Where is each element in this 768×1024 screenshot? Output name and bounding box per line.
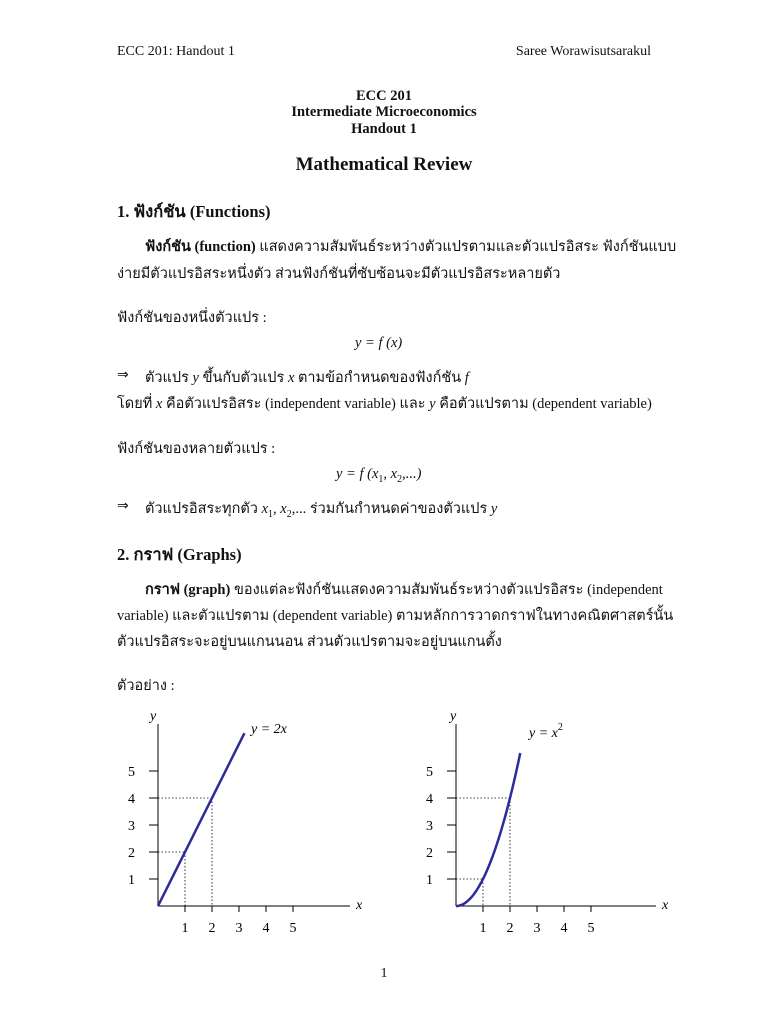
graph-quadratic (408, 700, 678, 945)
single-var-label: ฟังก์ชันของหนึ่งตัวแปร : (117, 310, 267, 326)
graph-quadratic-x-tick-label: 4 (560, 921, 568, 936)
graph-linear-x-tick-label: 2 (208, 921, 216, 936)
graph-linear-curve (158, 733, 244, 906)
implies-arrow-2: ⇒ (117, 498, 129, 514)
graph-quadratic-function-label: $y = x^2$ (529, 722, 563, 741)
graph-linear-y-label: y (150, 709, 157, 724)
multi-var-explanation: ตัวแปรอิสระทุกตัว $x_1$, $x_2$,... ร่วมกันกำหนดค่าของตัวแปร y (145, 501, 498, 520)
graph-quadratic-x-tick-label: 3 (533, 921, 541, 936)
graph-quadratic-y-tick-label: 2 (426, 846, 433, 861)
section2-paragraph-line3: ตัวแปรอิสระจะอยู่บนแกนนอน ส่วนตัวแปรตามจะอยู่บนแกนตั้ง (117, 634, 502, 650)
section2-paragraph-line2: variable) และตัวแปรตาม (dependent variable) ตามหลักการวาดกราฟในทางคณิตศาสตร์นั้น (117, 608, 674, 624)
graph-linear-y-tick-label: 5 (128, 765, 135, 780)
graph-quadratic-x-tick-label: 1 (479, 921, 487, 936)
graph-linear-x-tick-label: 4 (262, 921, 270, 936)
graph-quadratic-y-tick-label: 1 (426, 873, 433, 888)
header-left: ECC 201: Handout 1 (117, 44, 235, 59)
multi-var-label: ฟังก์ชันของหลายตัวแปร : (117, 441, 276, 457)
graph-quadratic-y-tick-label: 4 (426, 792, 433, 807)
single-var-explanation-line1: ตัวแปร y ขึ้นกับตัวแปร x ตามข้อกำหนดของฟังก์ชัน f (145, 370, 469, 386)
section1-paragraph-line2: ง่ายมีตัวแปรอิสระหนึ่งตัว ส่วนฟังก์ชันที่ซับซ้อนจะมีตัวแปรอิสระหลายตัว (117, 266, 561, 282)
graph-quadratic-y-label: y (450, 709, 457, 724)
section1-heading: 1. ฟังก์ชัน (Functions) (117, 202, 271, 221)
single-var-equation: y = f (x) (355, 335, 403, 351)
graph-quadratic-curve (456, 753, 520, 906)
graph-linear-y-tick-label: 3 (128, 819, 135, 834)
graph-linear-x-tick-label: 3 (235, 921, 243, 936)
graph-linear-axes (128, 724, 350, 936)
graph-linear (110, 700, 380, 945)
graph-quadratic-x-tick-label: 5 (587, 921, 595, 936)
graph-quadratic-x-tick-label: 2 (506, 921, 514, 936)
section2-heading: 2. กราฟ (Graphs) (117, 545, 242, 564)
multi-var-equation: y = f ($x_1$, $x_2$,...) (336, 466, 422, 485)
single-var-explanation-line2: โดยที่ x คือตัวแปรอิสระ (independent variable) และ y คือตัวแปรตาม (dependent variable) (117, 396, 652, 412)
graph-quadratic-y-tick-label: 3 (426, 819, 433, 834)
section2-paragraph-line1: กราฟ (graph) ของแต่ละฟังก์ชันแสดงความสัมพันธ์ระหว่างตัวแปรอิสระ (independent (145, 582, 663, 598)
handout-number: Handout 1 (351, 121, 417, 137)
graph-quadratic-axes (426, 724, 656, 936)
term-graph: กราฟ (graph) (145, 582, 231, 598)
example-label: ตัวอย่าง : (117, 678, 175, 694)
graph-linear-y-tick-label: 1 (128, 873, 135, 888)
graph-quadratic-y-tick-label: 5 (426, 765, 433, 780)
term-function: ฟังก์ชัน (function) (145, 239, 256, 255)
course-code: ECC 201 (356, 88, 412, 104)
graph-linear-x-tick-label: 5 (289, 921, 297, 936)
course-title: Intermediate Microeconomics (291, 104, 477, 120)
implies-arrow-1: ⇒ (117, 367, 129, 383)
page-title: Mathematical Review (295, 154, 473, 175)
graph-linear-y-tick-label: 2 (128, 846, 135, 861)
graph-linear-x-label: x (356, 898, 363, 913)
graph-quadratic-x-label: x (662, 898, 669, 913)
header-right: Saree Worawisutsarakul (515, 44, 651, 59)
graph-linear-x-tick-label: 1 (181, 921, 189, 936)
graph-linear-y-tick-label: 4 (128, 792, 135, 807)
section1-paragraph-line1: ฟังก์ชัน (function) แสดงความสัมพันธ์ระหว่างตัวแปรตามและตัวแปรอิสระ ฟังก์ชันแบบ (145, 239, 677, 255)
page-number: 1 (380, 966, 388, 981)
graph-linear-function-label: y = 2x (251, 722, 287, 737)
